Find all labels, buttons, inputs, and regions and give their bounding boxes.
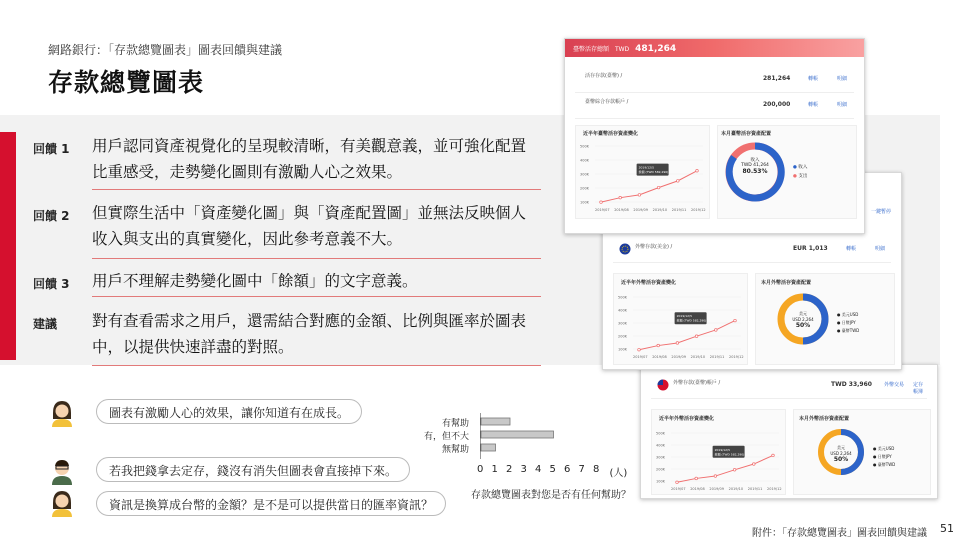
data-point[interactable] — [676, 342, 679, 345]
donut-legend: ● 美元USD ● 日幣JPY ● 臺幣TWD — [873, 446, 896, 467]
eu-flag-icon — [619, 243, 631, 255]
y-tick-label: 300K — [656, 455, 665, 460]
y-tick-label: 400K — [580, 158, 589, 163]
x-tick-label: 2019/12 — [729, 355, 744, 359]
y-tick-label: 200K — [618, 334, 627, 339]
data-point[interactable] — [638, 194, 641, 197]
y-tick-label: 100K — [580, 200, 589, 205]
donut-legend: ● 美元USD ● 日幣JPY ● 臺幣TWD — [837, 312, 860, 333]
twd-screen-card: 臺幣活存總額 TWD 481,264 活存存款(臺幣) / 281,264 轉帳 明細 臺幣綜合存款帳戶 / 200,000 轉帳 明細 近半年臺幣活存資產變化 500K 400K 300K 200K 100K 2019/07 2019/08 2019/09 2019/10 2019/11 2019/12 2019/12/5 餘額 (TWD 582,290) 本月臺幣活存資產配置 收入 TWD 41,264 80.53% ● 收入 ● 支出 — [564, 38, 865, 234]
x-tick-label: 1 — [491, 464, 498, 475]
help-bar-chart — [480, 413, 610, 463]
y-tick-label: 200K — [580, 186, 589, 191]
accent-bar — [0, 132, 16, 360]
x-tick-label: 2019/08 — [614, 208, 629, 212]
deposit-book-link[interactable]: 定存帳簿 — [913, 382, 924, 395]
fx-screen-card-1: 一鍵暫停 外幣存款(美金) / EUR 1,013 轉帳 明細 近半年外幣活存資產變化 500K 400K 300K 200K 100K 2019/07 2019/08 2019/09 2019/10 2019/11 2019/12 2019/12/5 餘額 (TWD 582,290) 本月外幣活存資產配置 美元 USD 2,264 50% ● 美元USD ● 日幣JPY ● 臺幣TWD — [602, 172, 902, 370]
donut-legend: ● 收入 ● 支出 — [793, 165, 808, 179]
x-tick-label: 2 — [506, 464, 513, 475]
female-user-icon — [49, 489, 75, 517]
data-point[interactable] — [695, 477, 698, 480]
x-tick-label: 2019/10 — [690, 355, 706, 359]
y-tick-label: 500K — [656, 431, 665, 436]
category-label: 無幫助 — [441, 445, 469, 455]
divider — [92, 258, 541, 259]
account-row: 外幣存款(美金) / EUR 1,013 轉帳 明細 — [613, 237, 891, 263]
comment-bubble: 圖表有激勵人心的效果，讓你知道有在成長。 — [96, 399, 362, 424]
suggestion-label: 建議 — [33, 317, 58, 331]
transfer-link[interactable]: 轉帳 — [846, 246, 857, 252]
data-point[interactable] — [619, 196, 622, 199]
x-tick-label: 2019/07 — [671, 487, 686, 491]
trend-chart — [655, 427, 785, 493]
y-tick-label: 500K — [580, 144, 589, 149]
account-row: 外幣存款(臺幣)帳戶 / TWD 33,960 外幣交易 定存帳簿 — [651, 373, 927, 399]
suggestion-text: 對有查看需求之用戶，還需結合對應的金額、比例與匯率於圖表 中，以提供快速詳盡的對照。 — [92, 312, 527, 356]
account-row: 臺幣綜合存款帳戶 / 200,000 轉帳 明細 — [575, 93, 854, 119]
feedback-1-label: 回饋 1 — [33, 142, 70, 156]
tooltip-date: 2019/12/5 — [714, 447, 730, 452]
data-point[interactable] — [715, 329, 718, 332]
x-tick-label: 6 — [564, 464, 571, 475]
data-point[interactable] — [695, 335, 698, 338]
x-tick-label: 2019/08 — [652, 355, 667, 359]
male-user-icon — [49, 457, 75, 485]
x-tick-label: 2019/11 — [709, 355, 725, 359]
feedback-3-text: 用戶不理解走勢變化圖中「餘額」的文字意義。 — [92, 272, 418, 290]
trend-chart — [617, 291, 747, 361]
tooltip-balance: 餘額 (TWD 582,290) — [676, 318, 707, 323]
taiwan-flag-icon — [657, 379, 669, 391]
trend-line — [639, 321, 735, 350]
balance-header: 臺幣活存總額 TWD 481,264 — [565, 39, 864, 57]
data-point[interactable] — [696, 170, 699, 173]
x-tick-label: 2019/11 — [747, 487, 763, 491]
x-tick-label: 5 — [549, 464, 556, 475]
y-tick-label: 100K — [656, 479, 665, 484]
fx-screen-card-2: 外幣存款(臺幣)帳戶 / TWD 33,960 外幣交易 定存帳簿 近半年外幣活存資產變化 500K 400K 300K 200K 100K 2019/07 2019/08 2019/09 2019/10 2019/11 2019/12 2019/12/5 餘額 (TWD 582,290) 本月外幣活存資產配置 美元 USD 2,264 50% ● 美元USD ● 日幣JPY ● 臺幣TWD — [640, 364, 938, 499]
y-tick-label: 500K — [618, 295, 627, 300]
feedback-2-text: 但實際生活中「資產變化圖」與「資產配置圖」並無法反映個人 收入與支出的真實變化，因此參考意義不大。 — [92, 204, 527, 248]
x-tick-label: 2019/12 — [691, 208, 706, 212]
category-label: 有，但不大 — [423, 432, 469, 442]
detail-link[interactable]: 明細 — [875, 246, 886, 252]
data-point[interactable] — [600, 201, 603, 204]
data-point[interactable] — [676, 481, 679, 484]
divider — [92, 296, 541, 297]
x-tick-label: 2019/07 — [595, 208, 610, 212]
divider — [92, 365, 541, 366]
x-tick-label: 3 — [520, 464, 527, 475]
data-point[interactable] — [772, 454, 775, 457]
x-tick-label: 2019/11 — [671, 208, 687, 212]
data-point[interactable] — [677, 180, 680, 183]
female-user-icon — [49, 399, 75, 427]
bar — [481, 431, 554, 438]
data-point[interactable] — [638, 348, 641, 351]
tooltip-balance: 餘額 (TWD 582,290) — [638, 170, 669, 175]
tooltip-date: 2019/12/5 — [676, 314, 692, 319]
bar — [481, 418, 510, 425]
transfer-link[interactable]: 轉帳 — [808, 102, 819, 108]
data-point[interactable] — [657, 186, 660, 189]
transfer-link[interactable]: 轉帳 — [808, 76, 819, 82]
y-tick-label: 400K — [656, 443, 665, 448]
y-tick-label: 200K — [656, 467, 665, 472]
detail-link[interactable]: 明細 — [837, 76, 848, 82]
bar — [481, 444, 496, 451]
account-row: 活存存款(臺幣) / 281,264 轉帳 明細 — [575, 67, 854, 93]
page-number: 51 — [940, 522, 954, 535]
comment-bubble: 若我把錢拿去定存，錢沒有消失但圖表會直接掉下來。 — [96, 457, 410, 482]
y-tick-label: 400K — [618, 308, 627, 313]
breadcrumb: 網路銀行：「存款總覽圖表」圖表回饋與建議 — [48, 43, 283, 57]
comment-bubble: 資訊是換算成台幣的金額？是不是可以提供當日的匯率資訊？ — [96, 491, 446, 516]
x-tick-label: 2019/10 — [728, 487, 744, 491]
y-tick-label: 100K — [618, 347, 627, 352]
x-tick-label: 2019/09 — [671, 355, 686, 359]
feedback-3-label: 回饋 3 — [33, 277, 70, 291]
x-tick-label: 8 — [593, 464, 600, 475]
x-tick-label: 2019/10 — [652, 208, 668, 212]
chart-caption: 存款總覽圖表對您是否有任何幫助？ — [471, 490, 631, 501]
footer-text: 附件：「存款總覽圖表」圖表回饋與建議 — [752, 528, 927, 539]
fx-trade-link[interactable]: 外幣交易 — [884, 382, 905, 388]
x-tick-label: 7 — [578, 464, 585, 475]
y-tick-label: 300K — [618, 321, 627, 326]
data-point[interactable] — [714, 475, 717, 478]
x-axis-unit: (人) — [609, 468, 628, 479]
trend-chart — [579, 140, 709, 214]
tooltip-balance: 餘額 (TWD 582,290) — [714, 452, 745, 457]
divider — [92, 189, 541, 190]
pause-link[interactable]: 一鍵暫停 — [870, 209, 891, 215]
data-point[interactable] — [657, 344, 660, 347]
x-tick-label: 2019/12 — [767, 487, 782, 491]
x-tick-label: 4 — [535, 464, 542, 475]
category-label: 有幫助 — [441, 419, 469, 429]
feedback-2-label: 回饋 2 — [33, 209, 70, 223]
feedback-1-text: 用戶認同資產視覺化的呈現較清晰，有美觀意義，並可強化配置 比重感受，走勢變化圖則有激勵人心之效果。 — [92, 137, 527, 181]
x-tick-label: 2019/08 — [690, 487, 705, 491]
tooltip-date: 2019/12/5 — [638, 165, 654, 170]
y-tick-label: 300K — [580, 172, 589, 177]
data-point[interactable] — [753, 463, 756, 466]
x-tick-label: 2019/09 — [709, 487, 724, 491]
x-tick-label: 0 — [477, 464, 484, 475]
data-point[interactable] — [733, 469, 736, 472]
data-point[interactable] — [734, 319, 737, 322]
x-tick-label: 2019/07 — [633, 355, 648, 359]
detail-link[interactable]: 明細 — [837, 102, 848, 108]
page-title: 存款總覽圖表 — [48, 68, 205, 97]
x-tick-label: 2019/09 — [633, 208, 648, 212]
